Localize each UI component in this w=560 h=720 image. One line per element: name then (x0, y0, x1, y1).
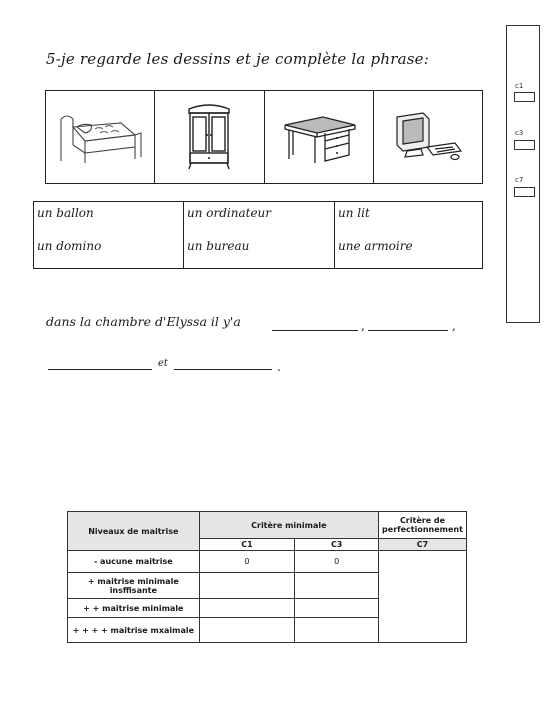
answer-blank-2[interactable] (368, 318, 448, 331)
assessment-side-panel (506, 25, 540, 323)
mastery-grid (67, 511, 467, 643)
sentence-text: dans la chambre d'Elyssa il y'a (46, 314, 241, 329)
comma-1: , (361, 319, 365, 333)
word-bank (33, 201, 483, 269)
picture-wardrobe (155, 91, 264, 183)
perf-criteria-header: Critère de perfectionnement (379, 512, 467, 539)
c1-cell[interactable] (199, 599, 295, 618)
level-row-label: - aucune maitrise (68, 551, 200, 573)
exercise-title: 5-je regarde les dessins et je complète la phrase: (46, 50, 429, 68)
c3-cell[interactable] (295, 599, 379, 618)
computer-icon (393, 107, 463, 167)
answer-blank-3[interactable] (48, 357, 152, 370)
side-label-c7: c7 (515, 176, 524, 184)
c3-cell[interactable] (295, 573, 379, 599)
c1-cell[interactable]: 0 (199, 551, 295, 573)
c1-cell[interactable] (199, 573, 295, 599)
and-word: et (158, 358, 168, 369)
answer-blank-4[interactable] (174, 357, 272, 370)
word-item: une armoire (338, 239, 413, 253)
bed-icon (55, 105, 145, 169)
c3-cell[interactable] (295, 618, 379, 643)
word-item: un bureau (184, 235, 335, 268)
c1-cell[interactable] (199, 618, 295, 643)
word-item: un lit (338, 206, 370, 220)
level-row-label: + maitrise minimale insffisante (68, 573, 200, 599)
c7-header: C7 (379, 539, 467, 551)
final-period: . (277, 360, 281, 374)
word-item: un domino (34, 235, 184, 268)
comma-2: , (452, 319, 456, 333)
side-box-c1[interactable] (514, 92, 535, 102)
word-item: un ballon (34, 202, 184, 235)
c3-cell[interactable]: 0 (295, 551, 379, 573)
desk-icon (279, 105, 359, 169)
level-header: Niveaux de maitrise (68, 512, 200, 551)
word-item: un ordinateur (184, 202, 335, 235)
side-box-c3[interactable] (514, 140, 535, 150)
side-box-c7[interactable] (514, 187, 535, 197)
c3-header: C3 (295, 539, 379, 551)
picture-bed (46, 91, 155, 183)
level-row-label: + + maitrise minimale (68, 599, 200, 618)
level-row-label: + + + + maitrise mxaimale (68, 618, 200, 643)
picture-strip (45, 90, 483, 184)
answer-blank-1[interactable] (272, 318, 358, 331)
min-criteria-header: Critère minimale (199, 512, 378, 539)
c1-header: C1 (199, 539, 295, 551)
wardrobe-icon (179, 99, 239, 175)
side-label-c3: c3 (515, 129, 524, 137)
side-label-c1: c1 (515, 82, 524, 90)
picture-desk (265, 91, 374, 183)
c7-cell[interactable] (379, 551, 467, 643)
picture-computer (374, 91, 482, 183)
